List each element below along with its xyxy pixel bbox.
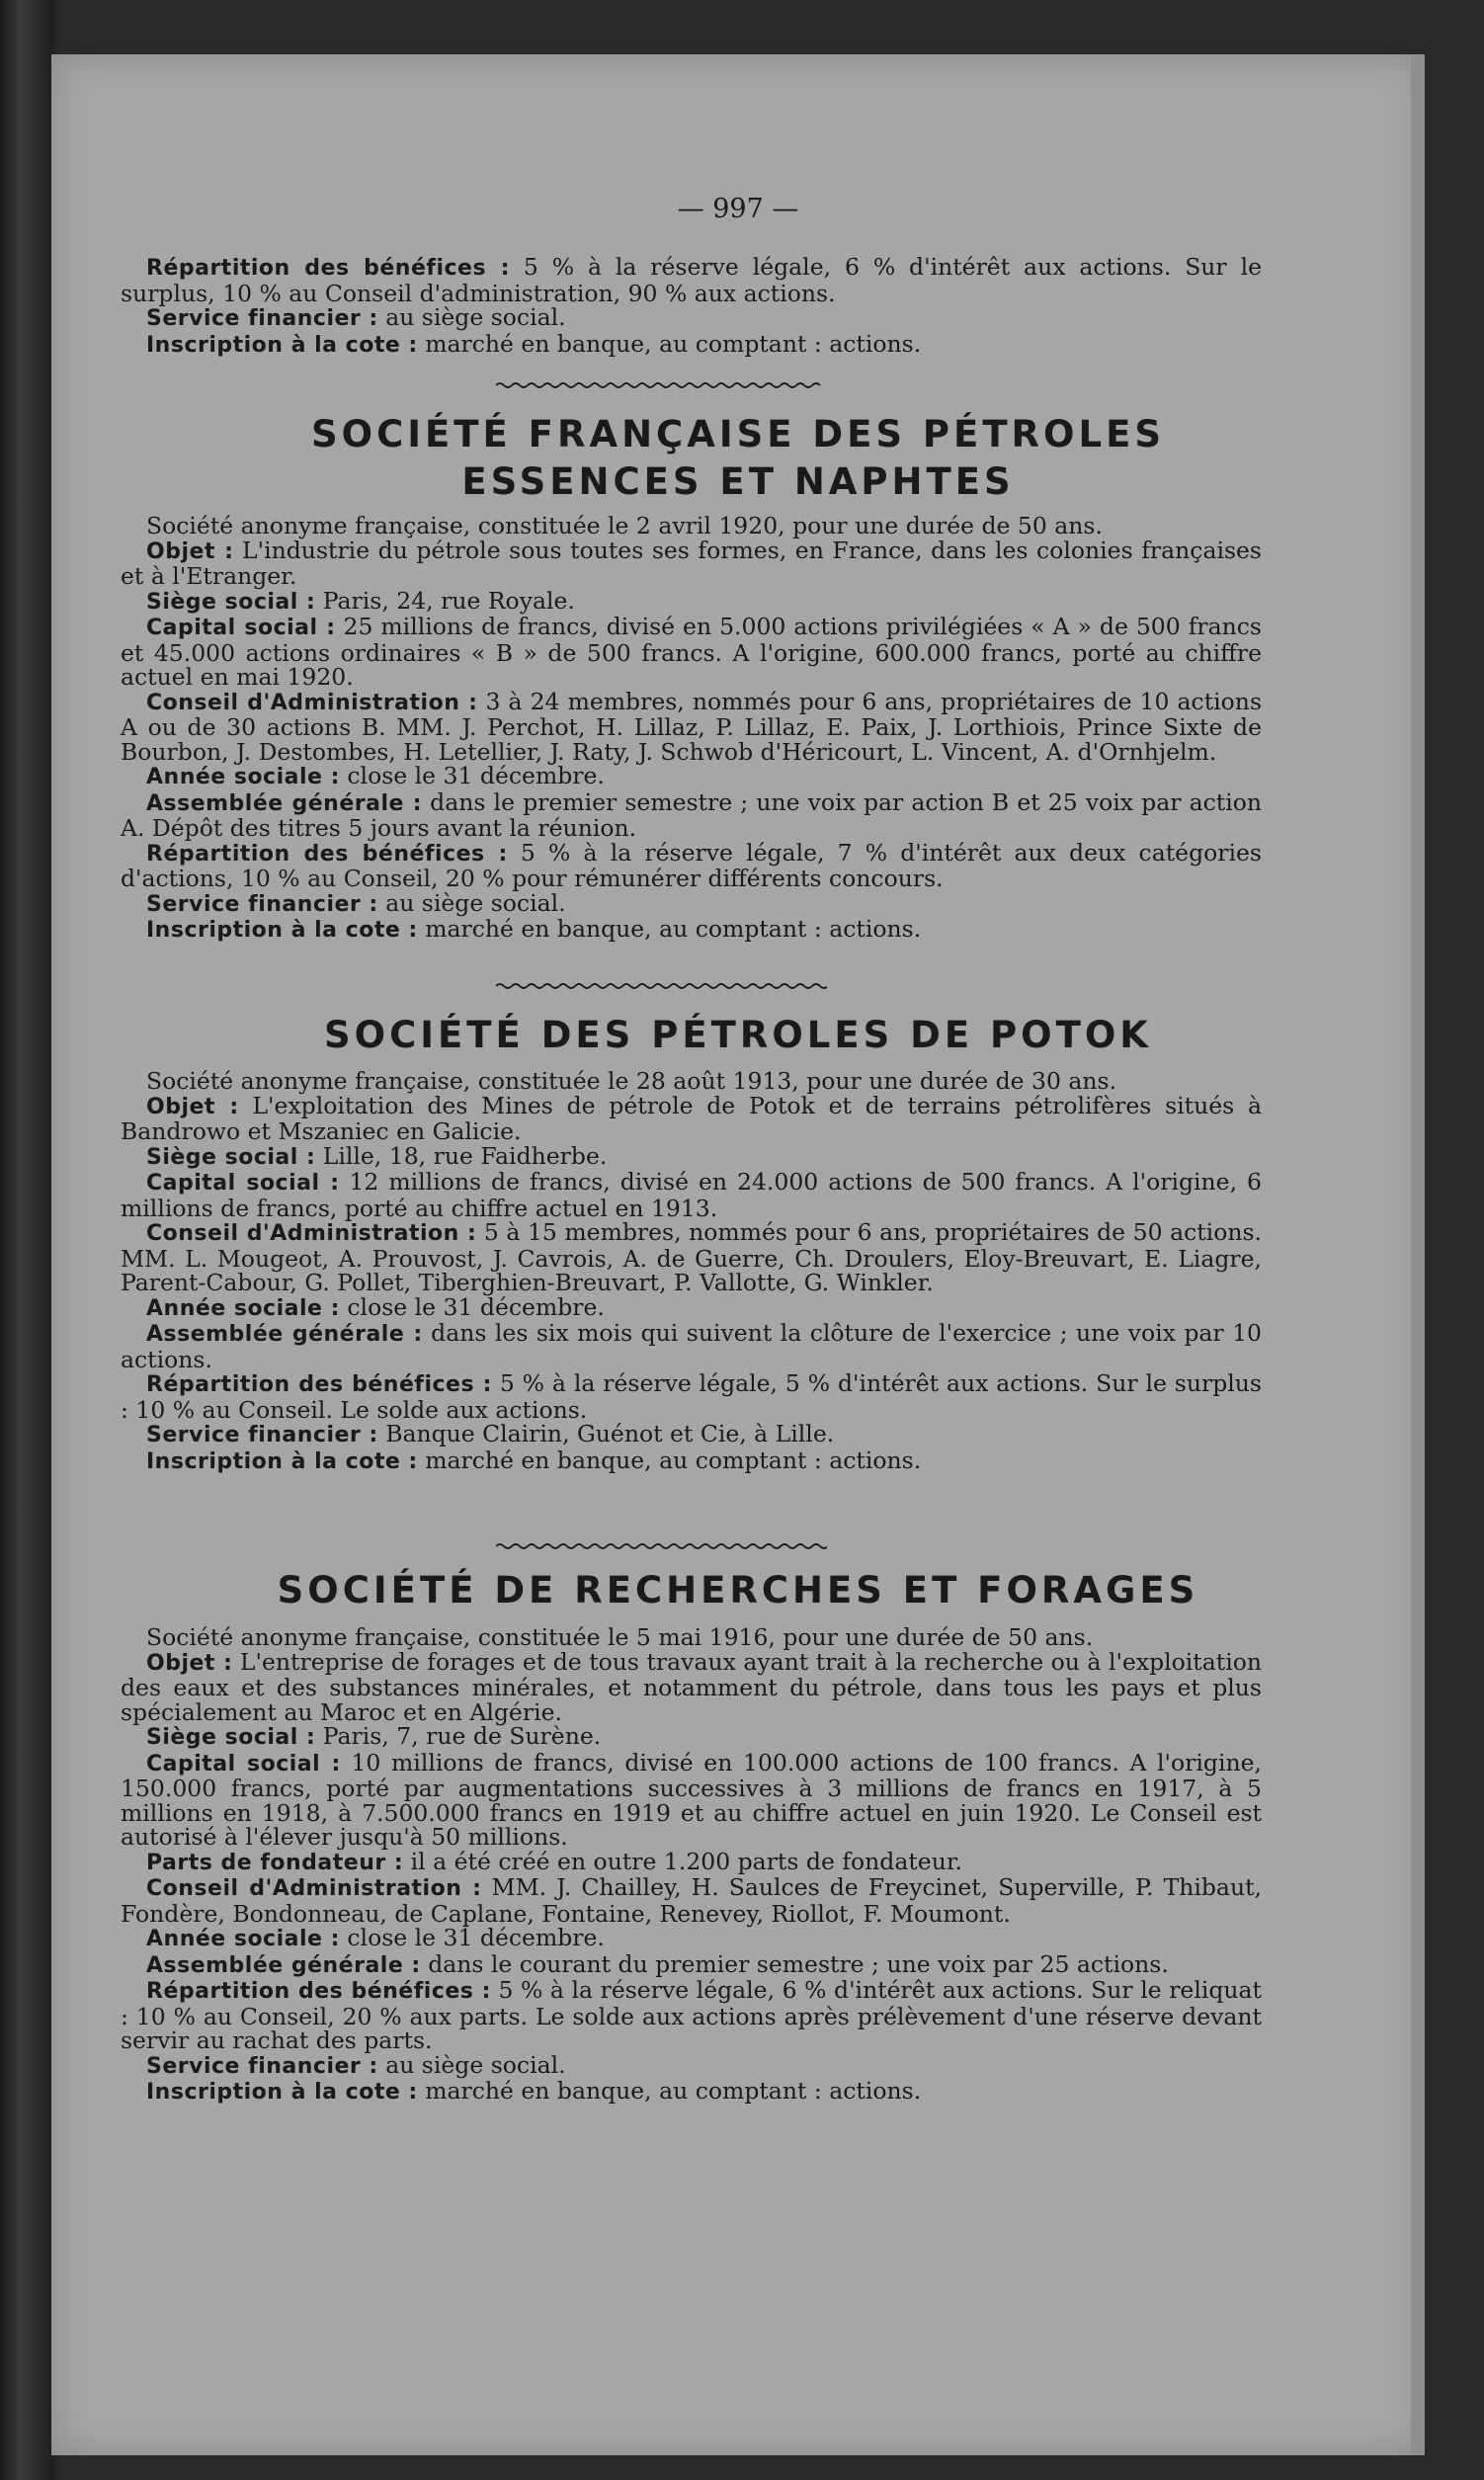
section-title-potok: SOCIÉTÉ DES PÉTROLES DE POTOK (324, 1014, 1152, 1056)
intro-text: Société anonyme française, constituée le 5 mai 1916, pour une durée de 50 ans. (146, 1623, 1094, 1651)
field-siege-social: Siège social : Paris, 7, rue de Surène. (146, 1722, 602, 1750)
field-inscription: Inscription à la cote : marché en banque, au comptant : actions. (146, 915, 922, 943)
field-objet: Objet : L'exploitation des Mines de pétrole de Potok et de terrains pétrolifères situés à Bandrowo et Mszaniec en Galicie. (121, 1091, 1262, 1145)
field-capital-social: Capital social : 12 millions de francs, divisé en 24.000 actions de 500 francs. A l'origine, 6 millions de francs, porté au chiffre actuel en 1913. (121, 1168, 1262, 1222)
intro-text: Société anonyme française, constituée le 2 avril 1920, pour une durée de 50 ans. (146, 512, 1103, 539)
section-title-recherches-forages: SOCIÉTÉ DE RECHERCHES ET FORAGES (277, 1569, 1199, 1612)
page-number: — 997 — (677, 194, 799, 224)
field-inscription: Inscription à la cote : marché en banque, au comptant : actions. (146, 2077, 922, 2105)
field-service-financier: Service financier : au siège social. (146, 2050, 566, 2079)
field-service-financier: Service financier : au siège social. (146, 888, 566, 917)
section-body-recherches-forages (121, 1625, 1262, 2106)
field-repartition: Répartition des bénéfices : 5 % à la réserve légale, 6 % d'intérêt aux actions. Sur le reliquat : 10 % au Conseil, 20 % aux parts. Le solde aux actions après prélèvement d'une réserve devant servir au rachat des parts. (121, 1976, 1263, 2054)
field-objet: Objet : L'entreprise de forages et de tous travaux ayant trait à la recherche ou à l'exploitation des eaux et des substances minérales, et notamment du pétrole, dans tous les pays et plus spécialement au Maroc et en Algérie. (121, 1647, 1262, 1726)
wavy-separator (496, 380, 827, 390)
field-annee-sociale: Année sociale : close le 31 décembre. (146, 762, 605, 789)
field-repartition: Répartition des bénéfices : 5 % à la réserve légale, 7 % d'intérêt aux deux catégories d'actions, 10 % au Conseil, 20 % pour rémunérer différents concours. (121, 838, 1262, 892)
field-repartition: Répartition des bénéfices : 5 % à la réserve légale, 6 % d'intérêt aux actions. Sur le surplus, 10 % au Conseil d'administration, 90 % aux actions. (121, 253, 1262, 307)
section-body-potok (121, 1069, 1262, 1474)
section-subtitle: ESSENCES ET NAPHTES (461, 460, 1015, 503)
continuation-block (121, 255, 1262, 358)
field-capital-social: Capital social : 25 millions de francs, divisé en 5.000 actions privilégiées « A » de 500 francs et 45.000 actions ordinaires « B » de 500 francs. A l'origine, 600.000 francs, porté au chiffre actuel en mai 1920. (121, 613, 1262, 691)
field-assemblee-generale: Assemblée générale : dans les six mois qui suivent la clôture de l'exercice ; une voix par 10 actions. (121, 1319, 1262, 1373)
intro-text: Société anonyme française, constituée le 28 août 1913, pour une durée de 30 ans. (146, 1067, 1117, 1095)
book-page (51, 54, 1425, 2455)
field-annee-sociale: Année sociale : close le 31 décembre. (146, 1924, 605, 1951)
field-conseil: Conseil d'Administration : MM. J. Chailley, H. Saulces de Freycinet, Superville, P. Thibaut, Fondère, Bondonneau, de Caplane, Fontaine, Renevey, Riollot, F. Moumont. (121, 1873, 1262, 1928)
field-inscription: Inscription à la cote : marché en banque, au comptant : actions. (146, 1446, 922, 1474)
field-siege-social: Siège social : Lille, 18, rue Faidherbe. (146, 1141, 608, 1170)
field-conseil: Conseil d'Administration : 3 à 24 membres, nommés pour 6 ans, propriétaires de 10 actions A ou de 30 actions B. MM. J. Perchot, H. Lillaz, P. Lillaz, E. Paix, J. Lorthiois, Prince Sixte de Bourbon, J. Destombes, H. Letellier, J. Raty, J. Schwob d'Héricourt, L. Vincent, A. d'Ornhjelm. (121, 687, 1263, 766)
wavy-separator (496, 1541, 827, 1551)
field-capital-social: Capital social : 10 millions de francs, divisé en 100.000 actions de 100 francs. A l'origine, 150.000 francs, porté par augmentations successives à 3 millions de francs en 1917, à 5 millions en 1918, à 7.500.000 francs en 1919 et au chiffre actuel en juin 1920. Le Conseil est autorisé à l'élever jusqu'à 50 millions. (121, 1748, 1262, 1851)
field-annee-sociale: Année sociale : close le 31 décembre. (146, 1292, 605, 1321)
field-parts-fondateur: Parts de fondateur : il a été créé en outre 1.200 parts de fondateur. (146, 1847, 962, 1875)
field-assemblee-generale: Assemblée générale : dans le courant du premier semestre ; une voix par 25 actions. (146, 1949, 1169, 1978)
field-siege-social: Siège social : Paris, 24, rue Royale. (146, 586, 575, 615)
section-body-petroles-essences (121, 514, 1262, 944)
field-inscription: Inscription à la cote : marché en banque, au comptant : actions. (146, 329, 922, 358)
field-conseil: Conseil d'Administration : 5 à 15 membres, nommés pour 6 ans, propriétaires de 50 actions. MM. L. Mougeot, A. Prouvost, J. Cavrois, A. de Guerre, Ch. Droulers, Eloy-Breuvart, E. Liagre, Parent-Cabour, G. Pollet, Tiberghien-Breuvart, P. Vallotte, G. Winkler. (121, 1218, 1263, 1296)
field-service-financier: Service financier : Banque Clairin, Guénot et Cie, à Lille. (146, 1420, 835, 1447)
field-service-financier: Service financier : au siège social. (146, 303, 566, 331)
wavy-separator (496, 981, 827, 991)
section-title-petroles-essences: SOCIÉTÉ FRANÇAISE DES PÉTROLES (310, 413, 1165, 455)
field-objet: Objet : L'industrie du pétrole sous toutes ses formes, en France, dans les colonies françaises et à l'Etranger. (121, 536, 1262, 590)
field-assemblee-generale: Assemblée générale : dans le premier semestre ; une voix par action B et 25 voix par action A. Dépôt des titres 5 jours avant la réunion. (121, 787, 1263, 842)
field-repartition: Répartition des bénéfices : 5 % à la réserve légale, 5 % d'intérêt aux actions. Sur le surplus : 10 % au Conseil. Le solde aux actions. (121, 1369, 1262, 1424)
